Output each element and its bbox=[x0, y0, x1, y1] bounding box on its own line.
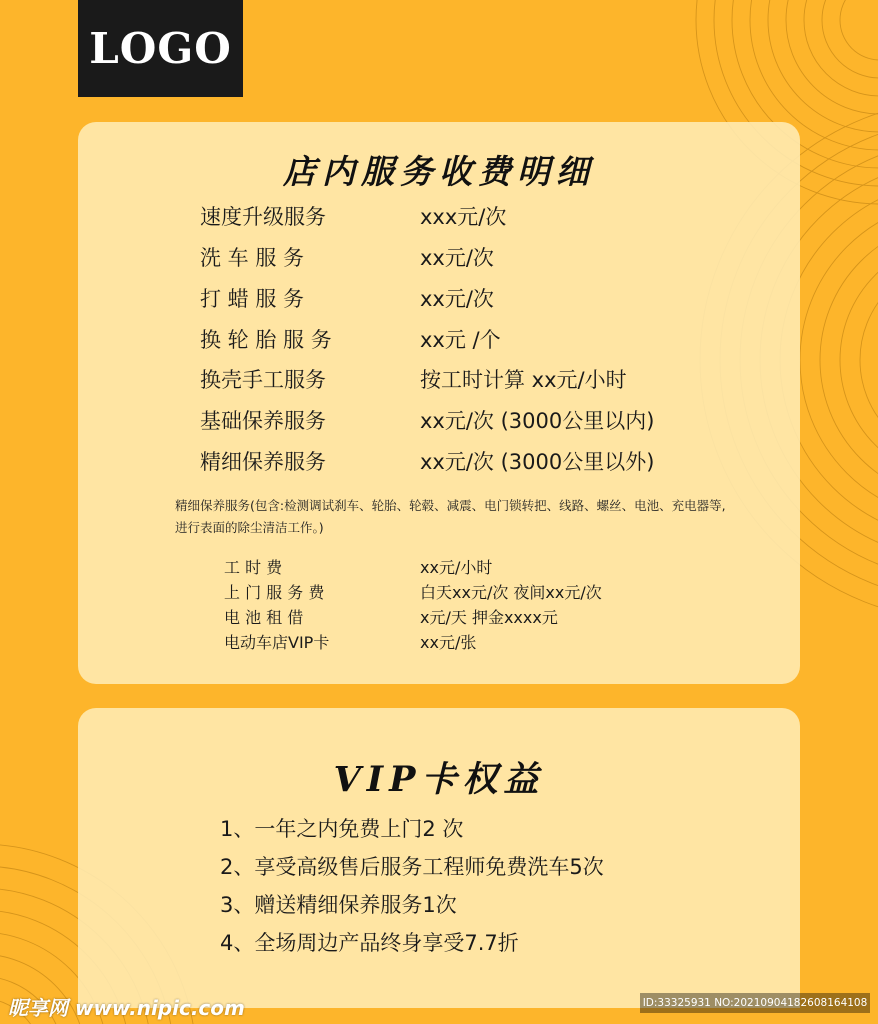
service-name: 打 蜡 服 务 bbox=[200, 287, 305, 311]
vip-benefit: 2、享受高级售后服务工程师免费洗车5次 bbox=[220, 855, 604, 879]
service-name: 换 轮 胎 服 务 bbox=[200, 328, 332, 352]
fee-name: 工 时 费 bbox=[224, 558, 283, 577]
vip-title: VIP卡权益 bbox=[333, 759, 545, 800]
vip-benefit: 3、赠送精细保养服务1次 bbox=[220, 893, 457, 917]
fee-price: xx元/张 bbox=[420, 633, 477, 652]
service-name: 速度升级服务 bbox=[200, 205, 326, 229]
service-price: xx元/次 (3000公里以外) bbox=[420, 450, 655, 474]
logo: LOGO bbox=[78, 0, 243, 97]
fee-price: xx元/小时 bbox=[420, 558, 493, 577]
fee-name: 电 池 租 借 bbox=[224, 608, 304, 627]
service-name: 洗 车 服 务 bbox=[200, 246, 305, 270]
service-price: xx元/次 bbox=[420, 246, 494, 270]
service-price: xx元/次 (3000公里以内) bbox=[420, 409, 655, 433]
maintenance-note: 精细保养服务(包含:检测调试刹车、轮胎、轮毂、减震、电门锁转把、线路、螺丝、电池、充电器等,进行表面的除尘清洁工作。) bbox=[175, 498, 726, 535]
service-price: xxx元/次 bbox=[420, 205, 507, 229]
service-price: xx元/次 bbox=[420, 287, 494, 311]
watermark-id: ID:33325931 NO:20210904182608164108 bbox=[640, 993, 870, 1013]
fee-price: 白天xx元/次 夜间xx元/次 bbox=[420, 583, 602, 602]
service-name: 基础保养服务 bbox=[200, 409, 326, 433]
pricing-card bbox=[78, 122, 800, 684]
service-price: xx元 /个 bbox=[420, 328, 501, 352]
fee-name: 上 门 服 务 费 bbox=[224, 583, 325, 602]
fee-price: x元/天 押金xxxx元 bbox=[420, 608, 558, 627]
service-price: 按工时计算 xx元/小时 bbox=[420, 368, 627, 392]
fee-name: 电动车店VIP卡 bbox=[224, 633, 330, 652]
vip-card bbox=[78, 708, 800, 1008]
service-name: 换壳手工服务 bbox=[200, 368, 326, 392]
pricing-title: 店内服务收费明细 bbox=[283, 152, 595, 191]
vip-benefit: 1、一年之内免费上门2 次 bbox=[220, 817, 464, 841]
vip-benefit: 4、全场周边产品终身享受7.7折 bbox=[220, 931, 519, 955]
service-name: 精细保养服务 bbox=[200, 450, 326, 474]
watermark-site: 昵享网 www.nipic.com bbox=[8, 996, 245, 1020]
